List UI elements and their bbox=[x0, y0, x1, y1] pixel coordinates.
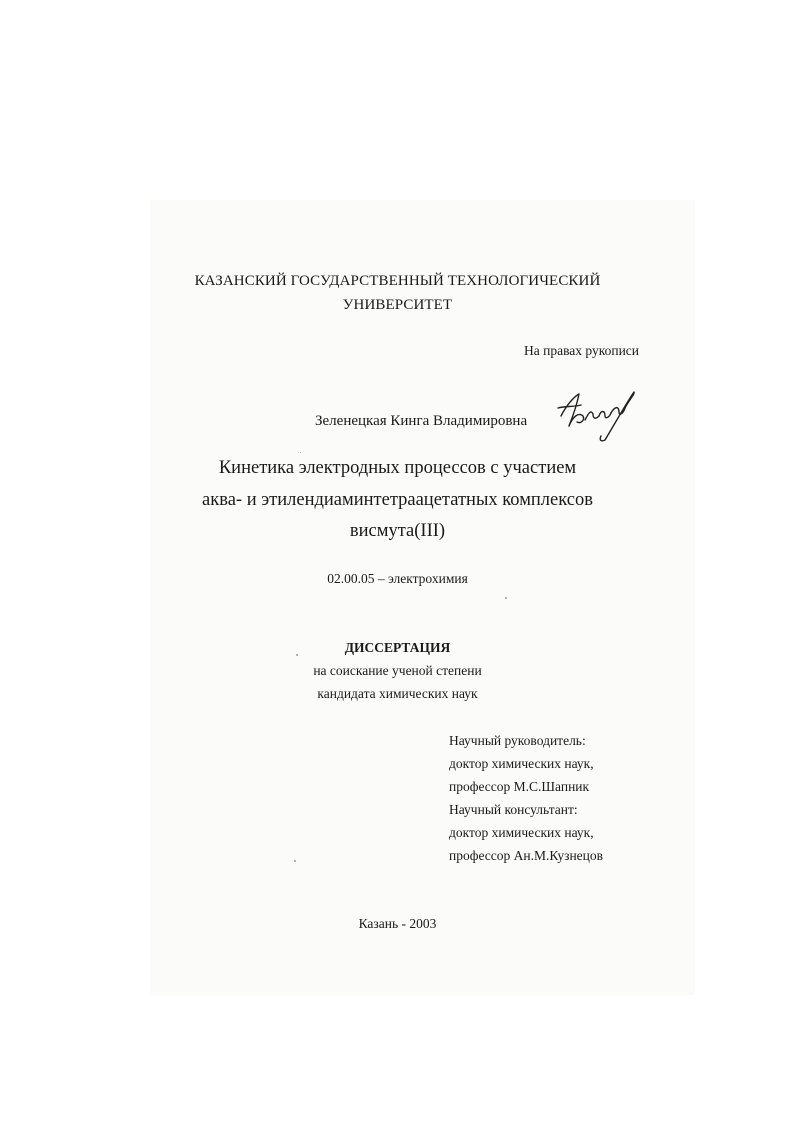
scan-speck bbox=[296, 654, 298, 656]
dissertation-title-line3: висмута(III) bbox=[349, 521, 446, 541]
consultant-label: Научный консультант: bbox=[449, 802, 578, 817]
author-name: Зеленецкая Кинга Владимировна bbox=[315, 413, 528, 429]
university-name-line2: УНИВЕРСИТЕТ bbox=[342, 297, 453, 313]
scan-speck bbox=[294, 860, 296, 862]
signature-icon bbox=[555, 386, 640, 444]
supervisor-degree: доктор химических наук, bbox=[449, 756, 594, 771]
university-name-line1: КАЗАНСКИЙ ГОСУДАРСТВЕННЫЙ ТЕХНОЛОГИЧЕСКИЙ bbox=[194, 273, 601, 289]
dissertation-title-line2: аква- и этилендиаминтетраацетатных комплексов bbox=[202, 490, 593, 510]
supervisor-name: профессор М.С.Шапник bbox=[449, 779, 590, 794]
scan-speck bbox=[300, 452, 301, 453]
degree-purpose-line2: кандидата химических наук bbox=[317, 686, 478, 701]
degree-purpose-line1: на соискание ученой степени bbox=[313, 663, 482, 678]
place-and-year: Казань - 2003 bbox=[358, 916, 437, 931]
consultant-name: профессор Ан.М.Кузнецов bbox=[449, 848, 604, 863]
scan-speck bbox=[505, 597, 507, 599]
scanned-page-area bbox=[150, 200, 695, 995]
document-type-heading: ДИССЕРТАЦИЯ bbox=[344, 640, 451, 655]
dissertation-title-line1: Кинетика электродных процессов с участием bbox=[218, 458, 577, 478]
manuscript-rights-note: На правах рукописи bbox=[524, 343, 640, 358]
supervisor-label: Научный руководитель: bbox=[449, 733, 586, 748]
consultant-degree: доктор химических наук, bbox=[449, 825, 594, 840]
specialty-code: 02.00.05 – электрохимия bbox=[327, 571, 468, 586]
